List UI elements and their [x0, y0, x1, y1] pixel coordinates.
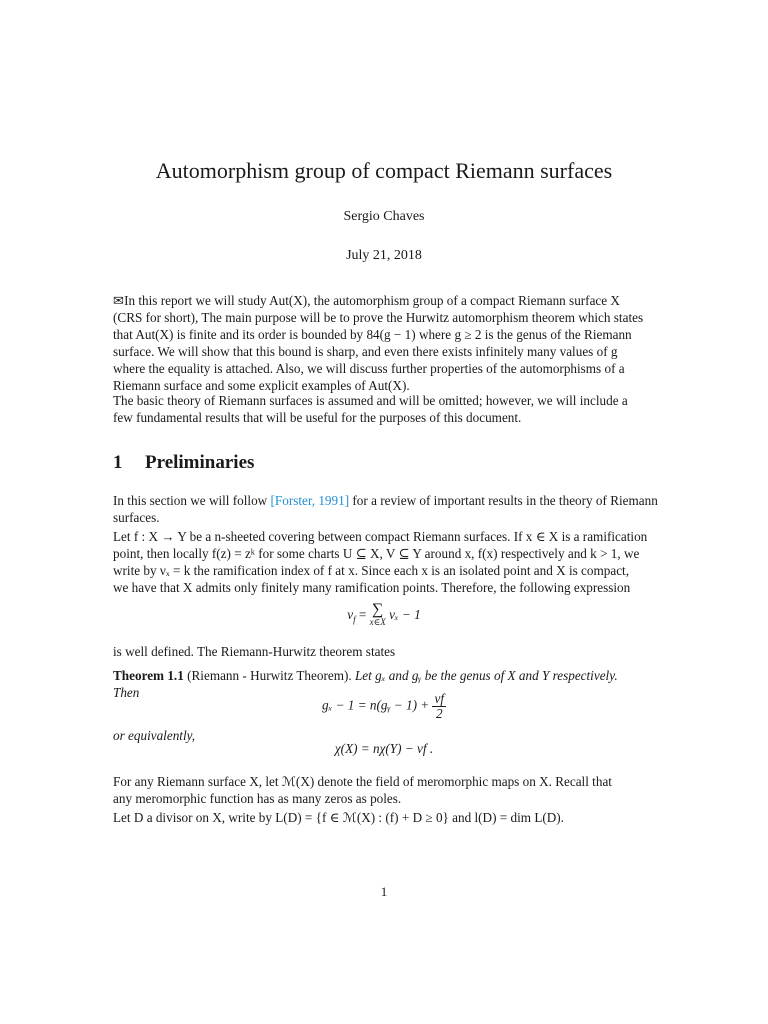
section-heading [113, 452, 254, 474]
p2-line: write by νₓ = k the ramification index of f at x. Since each x is an isolated point and X is compact, [113, 563, 630, 578]
intro-line: The basic theory of Riemann surfaces is assumed and will be omitted; however, we will include a [113, 393, 628, 408]
p5-line: Let D a divisor on X, write by L(D) = {f ∈ ℳ(X) : (f) + D ≥ 0} and l(D) = dim L(D). [113, 810, 564, 825]
eq1-lhs: ν [347, 607, 354, 623]
theorem-line2: Then [113, 685, 140, 700]
theorem-name: (Riemann - Hurwitz Theorem). [187, 668, 352, 683]
author-name: Sergio Chaves [343, 209, 425, 224]
abstract-line: Riemann surface and some explicit examples of Aut(X). [113, 378, 410, 393]
p1-text-after: for a review of important results in the theory of Riemann [349, 493, 658, 508]
p1-text: In this section we will follow [113, 493, 271, 508]
theorem-statement: Let gₓ and gᵧ be the genus of X and Y respectively. [354, 668, 618, 683]
p2-line: Let f : X → Y be a n-sheeted covering between compact Riemann surfaces. If x ∈ X is a ramification [113, 529, 648, 544]
abstract-paragraph [113, 292, 656, 394]
meromorphic-paragraph [113, 773, 656, 807]
equation-genus [0, 692, 768, 721]
eq3-text: χ(X) = nχ(Y) − νf . [334, 741, 434, 756]
section-number: 1 [113, 452, 123, 473]
equation-nu-f [0, 601, 768, 628]
riemann-hurwitz-intro [113, 643, 656, 660]
p3-line: is well defined. The Riemann-Hurwitz theorem states [113, 644, 396, 659]
eq1-lhs-sub: f [353, 614, 356, 625]
intro-line: few fundamental results that will be useful for the purposes of this document. [113, 410, 522, 425]
or-equiv-text: or equivalently, [113, 728, 196, 743]
intro-paragraph [113, 392, 656, 426]
eq1-rhs: νₓ − 1 [389, 607, 421, 623]
abstract-line: (CRS for short), The main purpose will be to prove the Hurwitz automorphism theorem which states [113, 310, 644, 325]
section-paragraph-2 [113, 528, 656, 596]
p2-line: point, then locally f(z) = zᵏ for some charts U ⊆ X, V ⊆ Y around x, f(x) respectively and k > 1, we [113, 546, 640, 561]
paper-title: Automorphism group of compact Riemann surfaces [155, 158, 613, 183]
abstract-line: ✉In this report we will study Aut(X), the automorphism group of a compact Riemann surface X [113, 293, 620, 308]
section-paragraph-1 [113, 492, 656, 526]
abstract-line: that Aut(X) is finite and its order is bounded by 84(g − 1) where g ≥ 2 is the genus of the Riemann [113, 327, 632, 342]
sum-symbol: ∑ x∈X [369, 601, 386, 627]
abstract-line: surface. We will show that this bound is sharp, and even there exists infinitely many values of g [113, 344, 618, 359]
abstract-line: where the equality is attached. Also, we will discuss further properties of the automorphisms of a [113, 361, 625, 376]
citation-link[interactable]: [Forster, 1991] [270, 493, 350, 508]
p4-line: any meromorphic function has as many zeros as poles. [113, 791, 402, 806]
p4-line: For any Riemann surface X, let ℳ(X) denote the field of meromorphic maps on X. Recall that [113, 774, 612, 789]
p1-line2: surfaces. [113, 510, 160, 525]
equation-euler-char [0, 741, 768, 757]
paper-date: July 21, 2018 [346, 248, 422, 263]
envelope-icon: ✉ [113, 293, 125, 308]
divisor-paragraph [113, 809, 656, 826]
eq1-equals: = [355, 607, 370, 623]
eq2-lhs: gₓ − 1 = n(gᵧ − 1) + [321, 697, 433, 713]
section-title: Preliminaries [145, 452, 255, 473]
theorem-label: Theorem 1.1 [113, 668, 184, 683]
p2-line: we have that X admits only finitely many ramification points. Therefore, the following expression [113, 580, 631, 595]
fraction-nu-over-2: $\frac{\nu f}{2}$ [434, 691, 445, 721]
page-number: 1 [380, 884, 388, 899]
